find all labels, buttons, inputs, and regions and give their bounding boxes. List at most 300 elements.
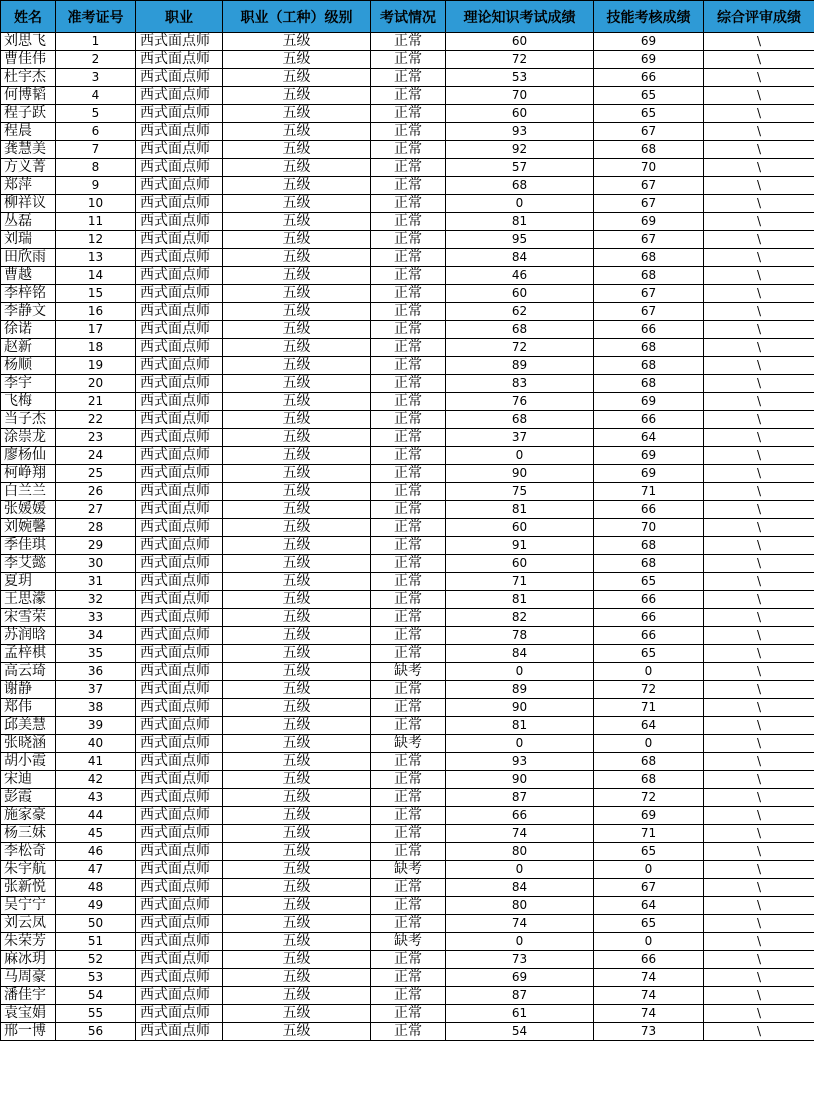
cell-exam-id: 22: [56, 411, 136, 429]
cell-comprehensive-score: \: [704, 879, 814, 897]
cell-occupation: 西式面点师: [136, 735, 223, 753]
cell-comprehensive-score: \: [704, 267, 814, 285]
cell-level: 五级: [223, 789, 371, 807]
cell-comprehensive-score: \: [704, 609, 814, 627]
cell-name: 曹越: [1, 267, 56, 285]
header-exam-status: 考试情况: [371, 1, 446, 33]
cell-theory-score: 0: [446, 195, 594, 213]
table-row: [1, 159, 814, 177]
cell-level: 五级: [223, 699, 371, 717]
cell-level: 五级: [223, 339, 371, 357]
cell-skill-score: 66: [594, 951, 704, 969]
cell-name: 田欣雨: [1, 249, 56, 267]
cell-comprehensive-score: \: [704, 627, 814, 645]
cell-exam-status: 正常: [371, 987, 446, 1005]
cell-comprehensive-score: \: [704, 717, 814, 735]
cell-skill-score: 66: [594, 609, 704, 627]
cell-theory-score: 81: [446, 213, 594, 231]
cell-name: 胡小霞: [1, 753, 56, 771]
table-row: [1, 933, 814, 951]
cell-exam-status: 正常: [371, 195, 446, 213]
table-row: [1, 249, 814, 267]
cell-exam-status: 正常: [371, 573, 446, 591]
table-row: [1, 69, 814, 87]
cell-exam-id: 15: [56, 285, 136, 303]
cell-exam-id: 37: [56, 681, 136, 699]
cell-comprehensive-score: \: [704, 915, 814, 933]
cell-exam-id: 53: [56, 969, 136, 987]
table-row: [1, 807, 814, 825]
cell-name: 刘云凤: [1, 915, 56, 933]
cell-occupation: 西式面点师: [136, 951, 223, 969]
header-theory-score: 理论知识考试成绩: [446, 1, 594, 33]
cell-exam-id: 41: [56, 753, 136, 771]
cell-name: 白兰兰: [1, 483, 56, 501]
cell-exam-id: 32: [56, 591, 136, 609]
cell-exam-status: 正常: [371, 69, 446, 87]
table-row: [1, 699, 814, 717]
cell-theory-score: 89: [446, 357, 594, 375]
cell-name: 程子跃: [1, 105, 56, 123]
cell-exam-status: 正常: [371, 717, 446, 735]
cell-occupation: 西式面点师: [136, 771, 223, 789]
cell-occupation: 西式面点师: [136, 627, 223, 645]
cell-level: 五级: [223, 825, 371, 843]
header-occupation: 职业: [136, 1, 223, 33]
cell-name: 刘瑞: [1, 231, 56, 249]
cell-theory-score: 90: [446, 771, 594, 789]
cell-name: 柯峥翔: [1, 465, 56, 483]
cell-exam-id: 12: [56, 231, 136, 249]
cell-occupation: 西式面点师: [136, 375, 223, 393]
cell-name: 麻冰玥: [1, 951, 56, 969]
cell-theory-score: 68: [446, 321, 594, 339]
cell-exam-id: 1: [56, 33, 136, 51]
cell-theory-score: 84: [446, 879, 594, 897]
cell-exam-status: 正常: [371, 267, 446, 285]
cell-name: 曹佳伟: [1, 51, 56, 69]
cell-exam-status: 正常: [371, 33, 446, 51]
table-row: [1, 753, 814, 771]
cell-comprehensive-score: \: [704, 825, 814, 843]
cell-name: 潘佳宇: [1, 987, 56, 1005]
cell-occupation: 西式面点师: [136, 789, 223, 807]
cell-occupation: 西式面点师: [136, 51, 223, 69]
cell-exam-id: 39: [56, 717, 136, 735]
cell-exam-status: 正常: [371, 393, 446, 411]
cell-occupation: 西式面点师: [136, 411, 223, 429]
cell-exam-status: 缺考: [371, 663, 446, 681]
cell-theory-score: 60: [446, 285, 594, 303]
cell-level: 五级: [223, 231, 371, 249]
cell-level: 五级: [223, 609, 371, 627]
cell-skill-score: 66: [594, 321, 704, 339]
cell-comprehensive-score: \: [704, 1005, 814, 1023]
cell-occupation: 西式面点师: [136, 717, 223, 735]
cell-theory-score: 0: [446, 663, 594, 681]
cell-occupation: 西式面点师: [136, 879, 223, 897]
table-row: [1, 465, 814, 483]
cell-comprehensive-score: \: [704, 807, 814, 825]
cell-theory-score: 72: [446, 51, 594, 69]
cell-comprehensive-score: \: [704, 645, 814, 663]
cell-exam-id: 43: [56, 789, 136, 807]
table-row: [1, 537, 814, 555]
cell-level: 五级: [223, 519, 371, 537]
cell-exam-id: 50: [56, 915, 136, 933]
cell-skill-score: 68: [594, 357, 704, 375]
cell-theory-score: 72: [446, 339, 594, 357]
cell-theory-score: 0: [446, 735, 594, 753]
cell-name: 宋雪荣: [1, 609, 56, 627]
cell-name: 涂崇龙: [1, 429, 56, 447]
cell-skill-score: 67: [594, 231, 704, 249]
table-row: [1, 897, 814, 915]
cell-name: 张晓涵: [1, 735, 56, 753]
cell-occupation: 西式面点师: [136, 33, 223, 51]
cell-comprehensive-score: \: [704, 789, 814, 807]
cell-comprehensive-score: \: [704, 519, 814, 537]
cell-comprehensive-score: \: [704, 951, 814, 969]
cell-skill-score: 0: [594, 933, 704, 951]
cell-skill-score: 65: [594, 645, 704, 663]
table-row: [1, 843, 814, 861]
cell-level: 五级: [223, 735, 371, 753]
cell-comprehensive-score: \: [704, 483, 814, 501]
cell-name: 当子杰: [1, 411, 56, 429]
cell-theory-score: 60: [446, 519, 594, 537]
cell-occupation: 西式面点师: [136, 105, 223, 123]
table-row: [1, 105, 814, 123]
cell-exam-id: 13: [56, 249, 136, 267]
table-row: [1, 195, 814, 213]
cell-comprehensive-score: \: [704, 213, 814, 231]
cell-exam-status: 正常: [371, 339, 446, 357]
cell-exam-status: 正常: [371, 159, 446, 177]
cell-skill-score: 74: [594, 1005, 704, 1023]
cell-name: 施家豪: [1, 807, 56, 825]
table-row: [1, 321, 814, 339]
cell-name: 刘婉馨: [1, 519, 56, 537]
cell-skill-score: 68: [594, 339, 704, 357]
cell-occupation: 西式面点师: [136, 339, 223, 357]
cell-exam-id: 24: [56, 447, 136, 465]
cell-theory-score: 84: [446, 645, 594, 663]
cell-level: 五级: [223, 51, 371, 69]
cell-level: 五级: [223, 537, 371, 555]
cell-theory-score: 57: [446, 159, 594, 177]
cell-exam-id: 27: [56, 501, 136, 519]
cell-comprehensive-score: \: [704, 843, 814, 861]
cell-exam-id: 34: [56, 627, 136, 645]
cell-name: 邢一博: [1, 1023, 56, 1041]
cell-level: 五级: [223, 681, 371, 699]
cell-skill-score: 66: [594, 591, 704, 609]
cell-comprehensive-score: \: [704, 771, 814, 789]
table-row: [1, 303, 814, 321]
cell-theory-score: 73: [446, 951, 594, 969]
cell-level: 五级: [223, 951, 371, 969]
cell-comprehensive-score: \: [704, 573, 814, 591]
cell-comprehensive-score: \: [704, 465, 814, 483]
cell-level: 五级: [223, 717, 371, 735]
cell-exam-status: 正常: [371, 519, 446, 537]
table-row: [1, 393, 814, 411]
cell-exam-status: 正常: [371, 1005, 446, 1023]
cell-name: 杨三妹: [1, 825, 56, 843]
cell-level: 五级: [223, 771, 371, 789]
cell-exam-id: 26: [56, 483, 136, 501]
table-row: [1, 861, 814, 879]
cell-skill-score: 67: [594, 285, 704, 303]
cell-comprehensive-score: \: [704, 735, 814, 753]
cell-name: 季佳琪: [1, 537, 56, 555]
cell-theory-score: 89: [446, 681, 594, 699]
cell-level: 五级: [223, 393, 371, 411]
cell-exam-status: 正常: [371, 447, 446, 465]
table-row: [1, 879, 814, 897]
cell-theory-score: 84: [446, 249, 594, 267]
cell-name: 朱宇航: [1, 861, 56, 879]
cell-name: 宋迪: [1, 771, 56, 789]
cell-theory-score: 71: [446, 573, 594, 591]
cell-occupation: 西式面点师: [136, 195, 223, 213]
cell-exam-status: 正常: [371, 555, 446, 573]
cell-occupation: 西式面点师: [136, 1005, 223, 1023]
table-row: [1, 627, 814, 645]
cell-name: 李松奇: [1, 843, 56, 861]
cell-comprehensive-score: \: [704, 897, 814, 915]
header-skill-score: 技能考核成绩: [594, 1, 704, 33]
cell-skill-score: 68: [594, 771, 704, 789]
cell-name: 郑伟: [1, 699, 56, 717]
cell-skill-score: 64: [594, 429, 704, 447]
cell-exam-status: 正常: [371, 483, 446, 501]
cell-name: 柳祥议: [1, 195, 56, 213]
cell-exam-id: 51: [56, 933, 136, 951]
cell-level: 五级: [223, 1023, 371, 1041]
cell-name: 朱荣芳: [1, 933, 56, 951]
table-row: [1, 519, 814, 537]
cell-name: 袁宝娟: [1, 1005, 56, 1023]
cell-exam-id: 54: [56, 987, 136, 1005]
table-row: [1, 429, 814, 447]
table-row: [1, 123, 814, 141]
cell-skill-score: 68: [594, 267, 704, 285]
cell-occupation: 西式面点师: [136, 123, 223, 141]
cell-skill-score: 65: [594, 573, 704, 591]
cell-level: 五级: [223, 321, 371, 339]
cell-occupation: 西式面点师: [136, 393, 223, 411]
table-row: [1, 735, 814, 753]
cell-occupation: 西式面点师: [136, 537, 223, 555]
cell-occupation: 西式面点师: [136, 933, 223, 951]
cell-skill-score: 70: [594, 519, 704, 537]
cell-exam-status: 正常: [371, 321, 446, 339]
cell-exam-status: 正常: [371, 411, 446, 429]
cell-exam-id: 52: [56, 951, 136, 969]
cell-exam-status: 正常: [371, 591, 446, 609]
cell-name: 邱美慧: [1, 717, 56, 735]
table-row: [1, 645, 814, 663]
cell-theory-score: 46: [446, 267, 594, 285]
cell-exam-status: 缺考: [371, 933, 446, 951]
cell-skill-score: 68: [594, 249, 704, 267]
cell-occupation: 西式面点师: [136, 177, 223, 195]
cell-occupation: 西式面点师: [136, 1023, 223, 1041]
table-row: [1, 555, 814, 573]
cell-theory-score: 81: [446, 501, 594, 519]
cell-level: 五级: [223, 1005, 371, 1023]
cell-exam-id: 9: [56, 177, 136, 195]
cell-theory-score: 81: [446, 591, 594, 609]
cell-skill-score: 67: [594, 177, 704, 195]
cell-comprehensive-score: \: [704, 699, 814, 717]
cell-exam-status: 正常: [371, 357, 446, 375]
cell-occupation: 西式面点师: [136, 843, 223, 861]
cell-level: 五级: [223, 447, 371, 465]
table-row: [1, 447, 814, 465]
table-row: [1, 213, 814, 231]
cell-comprehensive-score: \: [704, 141, 814, 159]
cell-comprehensive-score: \: [704, 537, 814, 555]
cell-exam-id: 18: [56, 339, 136, 357]
cell-comprehensive-score: \: [704, 195, 814, 213]
table-row: [1, 177, 814, 195]
cell-level: 五级: [223, 105, 371, 123]
cell-exam-id: 6: [56, 123, 136, 141]
cell-theory-score: 0: [446, 861, 594, 879]
cell-name: 刘思飞: [1, 33, 56, 51]
cell-exam-id: 30: [56, 555, 136, 573]
cell-theory-score: 0: [446, 933, 594, 951]
cell-skill-score: 71: [594, 825, 704, 843]
cell-exam-id: 7: [56, 141, 136, 159]
cell-name: 丛磊: [1, 213, 56, 231]
cell-level: 五级: [223, 663, 371, 681]
cell-theory-score: 81: [446, 717, 594, 735]
cell-theory-score: 60: [446, 33, 594, 51]
cell-level: 五级: [223, 123, 371, 141]
cell-level: 五级: [223, 177, 371, 195]
cell-theory-score: 87: [446, 987, 594, 1005]
cell-exam-id: 42: [56, 771, 136, 789]
cell-theory-score: 82: [446, 609, 594, 627]
cell-exam-id: 36: [56, 663, 136, 681]
table-row: [1, 951, 814, 969]
cell-occupation: 西式面点师: [136, 753, 223, 771]
cell-comprehensive-score: \: [704, 303, 814, 321]
cell-name: 彭霞: [1, 789, 56, 807]
cell-exam-status: 正常: [371, 789, 446, 807]
cell-theory-score: 70: [446, 87, 594, 105]
cell-level: 五级: [223, 753, 371, 771]
cell-comprehensive-score: \: [704, 501, 814, 519]
table-row: [1, 1005, 814, 1023]
cell-level: 五级: [223, 285, 371, 303]
cell-exam-id: 11: [56, 213, 136, 231]
cell-exam-status: 正常: [371, 825, 446, 843]
cell-exam-id: 49: [56, 897, 136, 915]
cell-level: 五级: [223, 501, 371, 519]
cell-exam-status: 正常: [371, 501, 446, 519]
cell-occupation: 西式面点师: [136, 807, 223, 825]
cell-exam-id: 56: [56, 1023, 136, 1041]
cell-comprehensive-score: \: [704, 87, 814, 105]
cell-occupation: 西式面点师: [136, 465, 223, 483]
header-exam-id: 准考证号: [56, 1, 136, 33]
cell-name: 杨顺: [1, 357, 56, 375]
cell-occupation: 西式面点师: [136, 303, 223, 321]
table-row: [1, 375, 814, 393]
cell-exam-id: 35: [56, 645, 136, 663]
cell-comprehensive-score: \: [704, 393, 814, 411]
cell-occupation: 西式面点师: [136, 213, 223, 231]
cell-exam-status: 正常: [371, 537, 446, 555]
cell-level: 五级: [223, 933, 371, 951]
cell-exam-status: 缺考: [371, 861, 446, 879]
cell-occupation: 西式面点师: [136, 699, 223, 717]
table-row: [1, 339, 814, 357]
cell-exam-id: 5: [56, 105, 136, 123]
cell-occupation: 西式面点师: [136, 483, 223, 501]
cell-theory-score: 92: [446, 141, 594, 159]
table-row: [1, 483, 814, 501]
cell-occupation: 西式面点师: [136, 249, 223, 267]
cell-occupation: 西式面点师: [136, 231, 223, 249]
cell-exam-status: 正常: [371, 681, 446, 699]
cell-level: 五级: [223, 267, 371, 285]
cell-skill-score: 67: [594, 123, 704, 141]
cell-comprehensive-score: \: [704, 105, 814, 123]
cell-theory-score: 37: [446, 429, 594, 447]
cell-comprehensive-score: \: [704, 69, 814, 87]
cell-level: 五级: [223, 249, 371, 267]
cell-theory-score: 80: [446, 897, 594, 915]
cell-skill-score: 69: [594, 51, 704, 69]
table-row: [1, 411, 814, 429]
cell-comprehensive-score: \: [704, 447, 814, 465]
cell-skill-score: 65: [594, 843, 704, 861]
cell-comprehensive-score: \: [704, 285, 814, 303]
cell-name: 王思濛: [1, 591, 56, 609]
cell-skill-score: 65: [594, 87, 704, 105]
cell-occupation: 西式面点师: [136, 429, 223, 447]
cell-theory-score: 78: [446, 627, 594, 645]
cell-theory-score: 76: [446, 393, 594, 411]
cell-exam-id: 25: [56, 465, 136, 483]
cell-comprehensive-score: \: [704, 321, 814, 339]
table-row: [1, 681, 814, 699]
cell-comprehensive-score: \: [704, 663, 814, 681]
cell-name: 何博韬: [1, 87, 56, 105]
cell-name: 方义菁: [1, 159, 56, 177]
header-level: 职业（工种）级别: [223, 1, 371, 33]
cell-exam-status: 缺考: [371, 735, 446, 753]
cell-skill-score: 74: [594, 987, 704, 1005]
cell-skill-score: 65: [594, 915, 704, 933]
cell-comprehensive-score: \: [704, 969, 814, 987]
cell-name: 吴宁宁: [1, 897, 56, 915]
cell-level: 五级: [223, 807, 371, 825]
cell-theory-score: 54: [446, 1023, 594, 1041]
cell-level: 五级: [223, 465, 371, 483]
table-row: [1, 357, 814, 375]
cell-occupation: 西式面点师: [136, 159, 223, 177]
cell-comprehensive-score: \: [704, 231, 814, 249]
cell-comprehensive-score: \: [704, 357, 814, 375]
cell-level: 五级: [223, 843, 371, 861]
